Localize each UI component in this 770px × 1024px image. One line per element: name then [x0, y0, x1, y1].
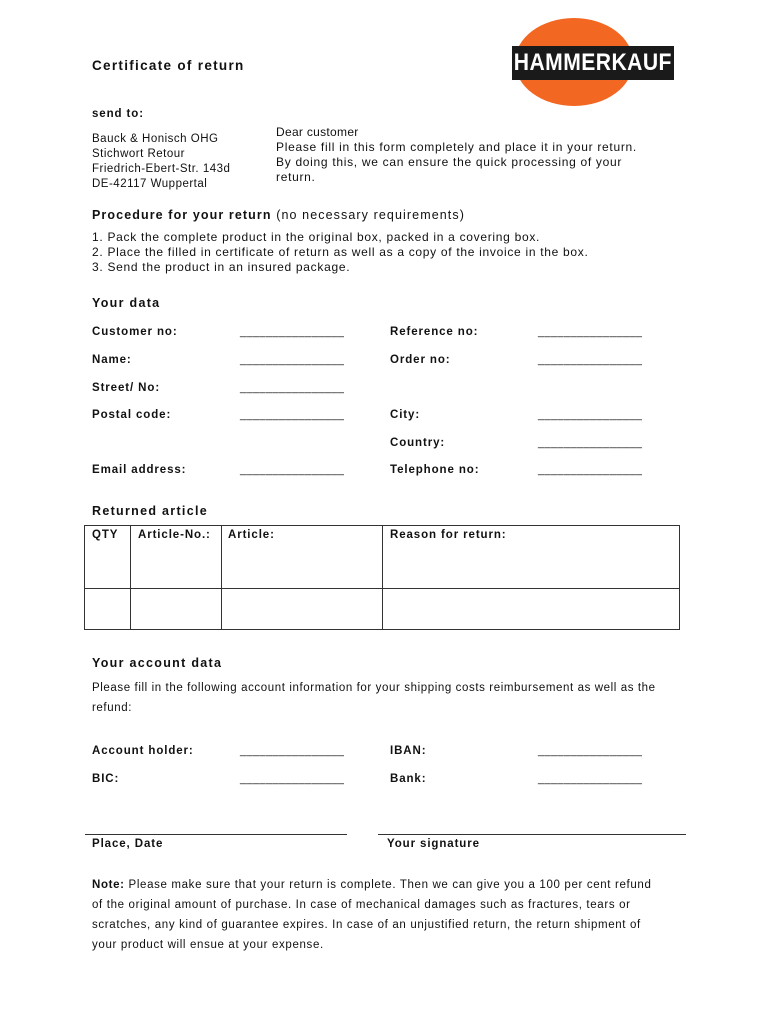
procedure-step: 2. Place the filled in certificate of return as well as a copy of the invoice in the box. [92, 245, 589, 259]
reference-no-field[interactable]: ________________ [538, 326, 643, 338]
procedure-step: 1. Pack the complete product in the original box, packed in a covering box. [92, 230, 541, 244]
note-label: Note: [92, 879, 125, 891]
table-divider [130, 526, 131, 629]
intro-line: Please fill in this form completely and place it in your return. [276, 140, 637, 154]
procedure-heading-row [92, 208, 465, 222]
procedure-note: (no necessary requirements) [276, 208, 465, 222]
column-header-reason: Reason for return: [390, 529, 507, 541]
returned-article-heading: Returned article [92, 504, 208, 518]
returned-article-table [84, 525, 680, 630]
send-to-label: send to: [92, 108, 144, 120]
reference-no-label: Reference no: [390, 326, 479, 338]
address-line: DE-42117 Wuppertal [92, 178, 208, 190]
country-field[interactable]: ________________ [538, 437, 643, 449]
name-field[interactable]: ________________ [240, 354, 345, 366]
table-divider [85, 588, 679, 589]
postal-code-field[interactable]: ________________ [240, 409, 345, 421]
note-line: of the original amount of purchase. In case of mechanical damages such as fractures, tears or [92, 899, 631, 911]
column-header-qty: QTY [92, 529, 119, 541]
account-description-line: Please fill in the following account information for your shipping costs reimbursement as well as the [92, 682, 656, 694]
bank-field[interactable]: ________________ [538, 773, 643, 785]
page-title: Certificate of return [92, 58, 245, 73]
note-line: Please make sure that your return is complete. Then we can give you a 100 per cent refund [128, 879, 652, 891]
city-label: City: [390, 409, 421, 421]
telephone-field[interactable]: ________________ [538, 464, 643, 476]
account-holder-label: Account holder: [92, 745, 194, 757]
table-divider [221, 526, 222, 629]
your-data-heading: Your data [92, 296, 161, 310]
column-header-article: Article: [228, 529, 275, 541]
iban-label: IBAN: [390, 745, 427, 757]
intro-line: return. [276, 170, 316, 184]
recipient-address [92, 132, 230, 192]
signature-line[interactable] [378, 834, 686, 835]
street-field[interactable]: ________________ [240, 382, 345, 394]
address-line: Friedrich-Ebert-Str. 143d [92, 163, 231, 175]
signature-label: Your signature [387, 838, 480, 850]
country-label: Country: [390, 437, 446, 449]
note-line: scratches, any kind of guarantee expires. In case of an unjustified return, the return shipment of [92, 919, 641, 931]
bic-label: BIC: [92, 773, 120, 785]
bank-label: Bank: [390, 773, 427, 785]
telephone-label: Telephone no: [390, 464, 480, 476]
email-label: Email address: [92, 464, 187, 476]
note-line: your product will ensue at your expense. [92, 939, 324, 951]
column-header-article-no: Article-No.: [138, 529, 211, 541]
procedure-steps [92, 230, 589, 275]
street-label: Street/ No: [92, 382, 161, 394]
account-description-line: refund: [92, 702, 133, 714]
table-divider [382, 526, 383, 629]
procedure-step: 3. Send the product in an insured package. [92, 260, 351, 274]
logo-text: HAMMERKAUF [513, 49, 673, 76]
intro-line: By doing this, we can ensure the quick processing of your [276, 155, 623, 169]
postal-code-label: Postal code: [92, 409, 172, 421]
note-block [92, 875, 692, 955]
place-date-line[interactable] [85, 834, 347, 835]
intro-greeting: Dear customer [276, 125, 359, 139]
bic-field[interactable]: ________________ [240, 773, 345, 785]
address-line: Bauck & Honisch OHG [92, 133, 219, 145]
account-description [92, 678, 656, 718]
email-field[interactable]: ________________ [240, 464, 345, 476]
address-line: Stichwort Retour [92, 148, 186, 160]
place-date-label: Place, Date [92, 838, 164, 850]
name-label: Name: [92, 354, 132, 366]
account-holder-field[interactable]: ________________ [240, 745, 345, 757]
order-no-label: Order no: [390, 354, 451, 366]
procedure-heading: Procedure for your return [92, 208, 272, 222]
order-no-field[interactable]: ________________ [538, 354, 643, 366]
account-heading: Your account data [92, 656, 223, 670]
intro-text [276, 140, 676, 185]
logo [512, 46, 674, 80]
customer-no-field[interactable]: ________________ [240, 326, 345, 338]
iban-field[interactable]: ________________ [538, 745, 643, 757]
customer-no-label: Customer no: [92, 326, 178, 338]
city-field[interactable]: ________________ [538, 409, 643, 421]
